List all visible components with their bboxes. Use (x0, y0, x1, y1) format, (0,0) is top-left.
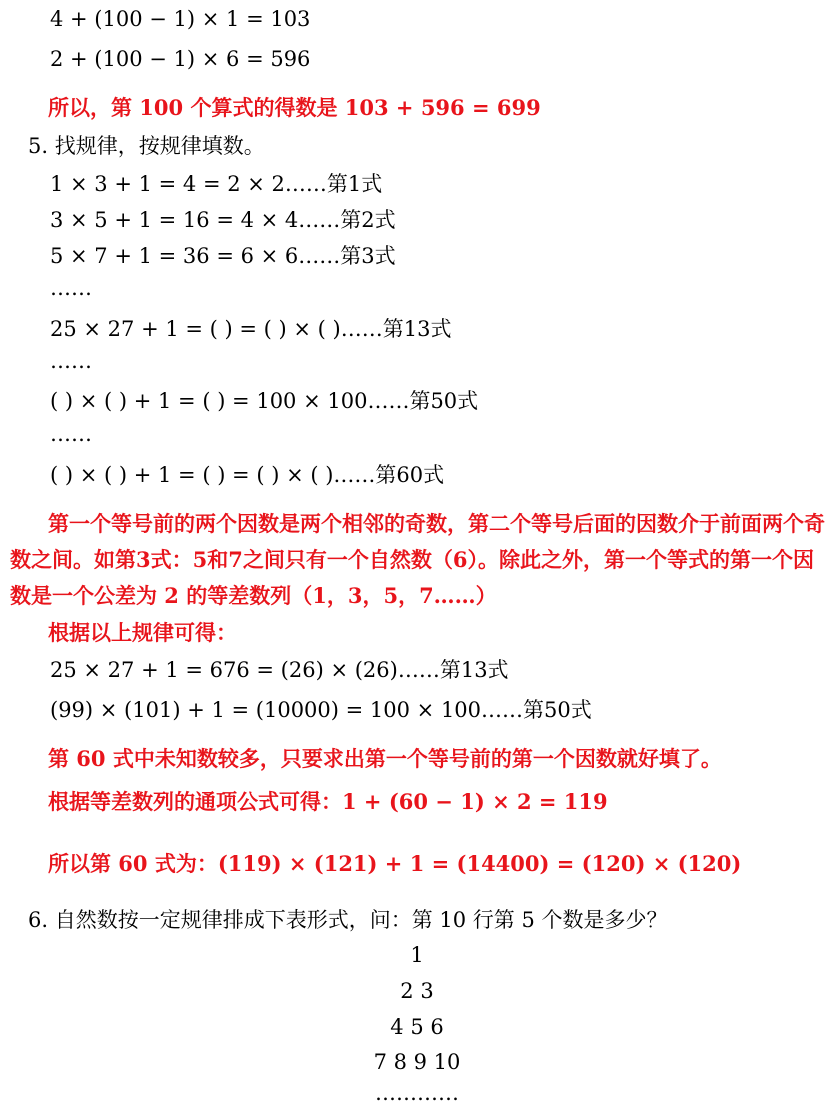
triangle-row-1: 1 (410, 943, 424, 967)
ellipsis-3: …… (50, 422, 92, 446)
calc-line-2: 2 + (100 − 1) × 6 = 596 (50, 47, 311, 71)
formula-line: 根据等差数列的通项公式可得：1 + (60 − 1) × 2 = 119 (48, 789, 608, 814)
ellipsis-1: …… (50, 276, 92, 300)
note-line-60: 第 60 式中未知数较多，只要求出第一个等号前的第一个因数就好填了。 (48, 746, 722, 771)
pattern-line-50: ( ) × ( ) + 1 = ( ) = 100 × 100……第50式 (50, 389, 479, 413)
solution-line-13: 25 × 27 + 1 = 676 = (26) × (26)……第13式 (50, 658, 509, 682)
triangle-row-2: 2 3 (400, 979, 434, 1003)
triangle-ellipsis: ………… (375, 1081, 459, 1105)
question-6-heading: 6. 自然数按一定规律排成下表形式，问：第 10 行第 5 个数是多少？ (28, 908, 668, 932)
calc-line-1: 4 + (100 − 1) × 1 = 103 (50, 7, 311, 31)
triangle-row-3: 4 5 6 (390, 1015, 444, 1039)
triangle-row-4: 7 8 9 10 (373, 1050, 461, 1074)
pattern-line-1: 1 × 3 + 1 = 4 = 2 × 2……第1式 (50, 172, 383, 196)
pattern-line-60: ( ) × ( ) + 1 = ( ) = ( ) × ( )……第60式 (50, 463, 445, 487)
pattern-line-2: 3 × 5 + 1 = 16 = 4 × 4……第2式 (50, 208, 396, 232)
pattern-line-3: 5 × 7 + 1 = 36 = 6 × 6……第3式 (50, 244, 396, 268)
solution-line-60: 所以第 60 式为：(119) × (121) + 1 = (14400) = (120) × (120) (48, 851, 742, 876)
question-5-heading: 5. 找规律，按规律填数。 (28, 134, 265, 158)
answer-line-100th: 所以，第 100 个算式的得数是 103 + 596 = 699 (48, 95, 541, 120)
pattern-line-13: 25 × 27 + 1 = ( ) = ( ) × ( )……第13式 (50, 317, 452, 341)
rule-intro: 根据以上规律可得： (48, 620, 237, 645)
ellipsis-2: …… (50, 349, 92, 373)
explanation-paragraph: 第一个等号前的两个因数是两个相邻的奇数，第二个等号后面的因数介于前面两个奇数之间。如第3式：5和7之间只有一个自然数（6）。除此之外，第一个等式的第一个因数是一个公差为 2 的等差数列（1，3，5，7……） (10, 511, 825, 608)
solution-line-50: (99) × (101) + 1 = (10000) = 100 × 100……第50式 (50, 698, 592, 722)
